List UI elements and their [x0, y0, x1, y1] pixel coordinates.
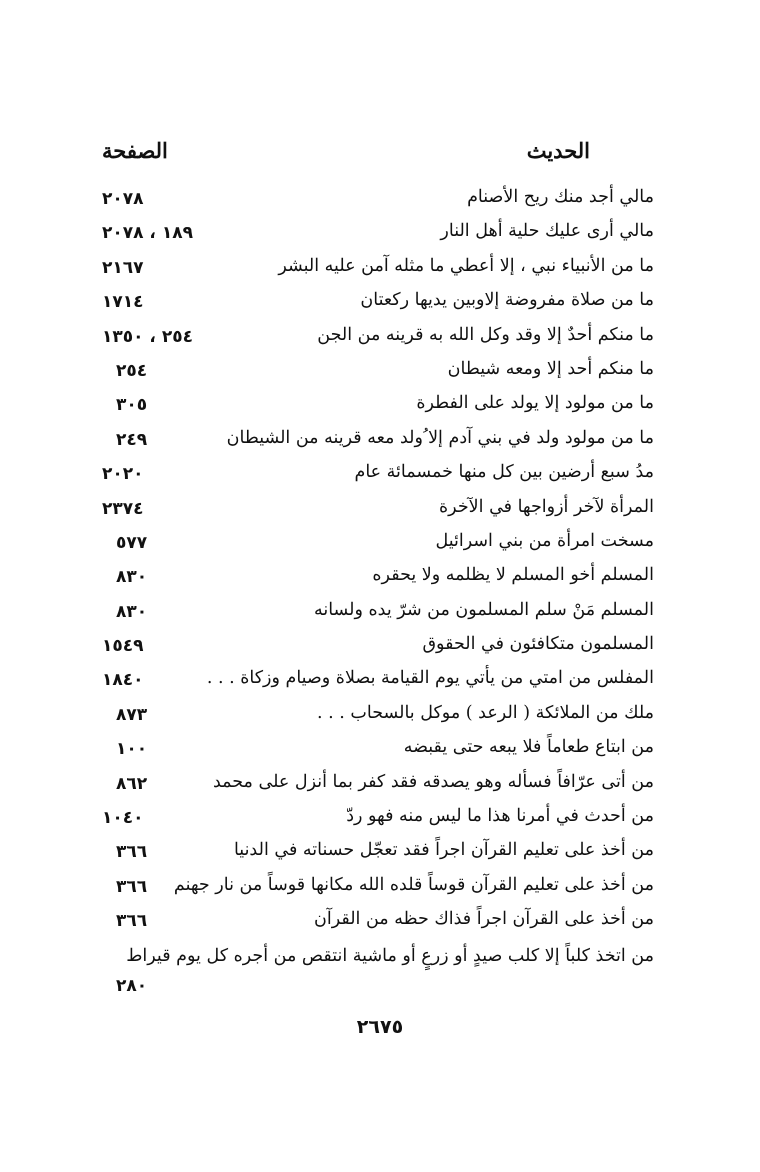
list-item — [0, 629, 760, 663]
table-header — [0, 138, 760, 170]
page-reference: ١٧١٤ — [102, 292, 144, 313]
hadith-text: المفلس من امتي من يأتي يوم القيامة بصلاة وصيام وزكاة . . . — [206, 668, 654, 689]
page-reference: ٢٥٤ ، ١٣٥٠ — [102, 326, 193, 347]
hadith-text: ما منكم أحدٌ إلا وقد وكل الله به قرينه من الجن — [317, 324, 654, 345]
page-number: ٢٦٧٥ — [356, 1016, 404, 1038]
page-reference: ٢٠٧٨ — [102, 189, 144, 209]
list-item — [0, 354, 760, 388]
hadith-text: مسخت امرأة من بني اسرائيل — [435, 530, 654, 551]
list-item — [0, 182, 760, 216]
page-reference: ١٥٤٩ — [102, 636, 144, 657]
hadith-text: المسلم مَنْ سلم المسلمون من شرّ يده ولسانه — [313, 599, 654, 620]
hadith-text: المرأة لآخر أزواجها في الآخرة — [439, 496, 654, 517]
hadith-text: ما من الأنبياء نبي ، إلا أعطي ما مثله آمن عليه البشر — [278, 255, 654, 276]
hadith-text: مالي أجد منك ريح الأصنام — [467, 187, 654, 207]
list-item — [0, 457, 760, 491]
page-reference: ١٠٠ — [116, 739, 148, 760]
list-item — [0, 388, 760, 422]
page-reference: ٥٧٧ — [116, 532, 148, 553]
hadith-text: المسلمون متكافئون في الحقوق — [422, 634, 654, 655]
hadith-text: من ابتاع طعاماً فلا يبعه حتى يقبضه — [403, 737, 654, 758]
hadith-text: من أحدث في أمرنا هذا ما ليس منه فهو ردّ — [346, 806, 654, 827]
page-reference: ٢٣٧٤ — [102, 498, 144, 519]
hadith-text: ما من مولود إلا يولد على الفطرة — [416, 393, 654, 414]
page-reference: ٨٣٠ — [116, 601, 148, 622]
list-item — [0, 251, 760, 285]
page-reference: ١٠٤٠ — [102, 808, 144, 829]
hadith-text: من أخذ على تعليم القرآن قوساً قلده الله مكانها قوساً من نار جهنم — [173, 874, 654, 895]
page-column-heading: الصفحة — [102, 138, 168, 163]
list-item — [0, 904, 760, 938]
list-item — [0, 595, 760, 629]
page-reference: ٢٠٢٠ — [102, 464, 144, 485]
hadith-text: مالي أرى عليك حلية أهل النار — [440, 221, 654, 242]
list-item — [0, 492, 760, 526]
hadith-index-list — [0, 182, 760, 997]
list-item — [0, 870, 760, 904]
list-item — [0, 285, 760, 319]
list-item — [0, 663, 760, 697]
hadith-text: المسلم أخو المسلم لا يظلمه ولا يحقره — [372, 565, 654, 586]
hadith-text: ما منكم أحد إلا ومعه شيطان — [447, 358, 654, 379]
page-reference: ٣٦٦ — [116, 911, 148, 932]
page-reference: ٢٥٤ — [116, 360, 148, 381]
list-item — [0, 320, 760, 354]
list-item — [0, 423, 760, 457]
hadith-text: من أخذ على تعليم القرآن اجراً فقد تعجّل حسناته في الدنيا — [233, 840, 654, 861]
page-reference: ١٨٤٠ — [102, 670, 144, 691]
hadith-text: ملك من الملائكة ( الرعد ) موكل بالسحاب . . . — [317, 702, 654, 723]
hadith-text: ما من مولود ولد في بني آدم إلا ُولد معه قرينه من الشيطان — [226, 427, 654, 448]
page-reference: ١٨٩ ، ٢٠٧٨ — [102, 223, 193, 244]
list-item — [0, 732, 760, 766]
hadith-text: من اتخذ كلباً إلا كلب صيدٍ أو زرعٍ أو ماشية انتقص من أجره كل يوم قيراط — [126, 945, 654, 966]
page-reference: ٣٦٦ — [116, 876, 148, 897]
page-reference: ٢٤٩ — [116, 429, 148, 450]
hadith-text: من أخذ على القرآن اجراً فذاك حظه من القرآن — [313, 909, 654, 930]
hadith-text: من أتى عرّافاً فسأله وهو يصدقه فقد كفر بما أنزل على محمد — [212, 771, 654, 792]
list-item — [0, 216, 760, 250]
list-item — [0, 767, 760, 801]
list-item — [0, 939, 760, 997]
hadith-text: مدُ سبع أرضين بين كل منها خمسمائة عام — [354, 462, 654, 483]
page-reference: ٣٠٥ — [116, 395, 148, 416]
page-reference: ٨٦٢ — [116, 773, 148, 794]
list-item — [0, 560, 760, 594]
hadith-text: ما من صلاة مفروضة إلاوبين يديها ركعتان — [360, 290, 654, 311]
list-item — [0, 698, 760, 732]
page-reference: ٢١٦٧ — [102, 257, 144, 278]
page-reference: ٣٦٦ — [116, 842, 148, 863]
list-item — [0, 526, 760, 560]
list-item — [0, 835, 760, 869]
page-reference: ٨٣٠ — [116, 567, 148, 588]
hadith-column-heading: الحديث — [526, 138, 590, 163]
list-item — [0, 801, 760, 835]
page-reference: ٨٧٣ — [116, 704, 148, 725]
page-reference: ٢٨٠ — [116, 975, 148, 996]
